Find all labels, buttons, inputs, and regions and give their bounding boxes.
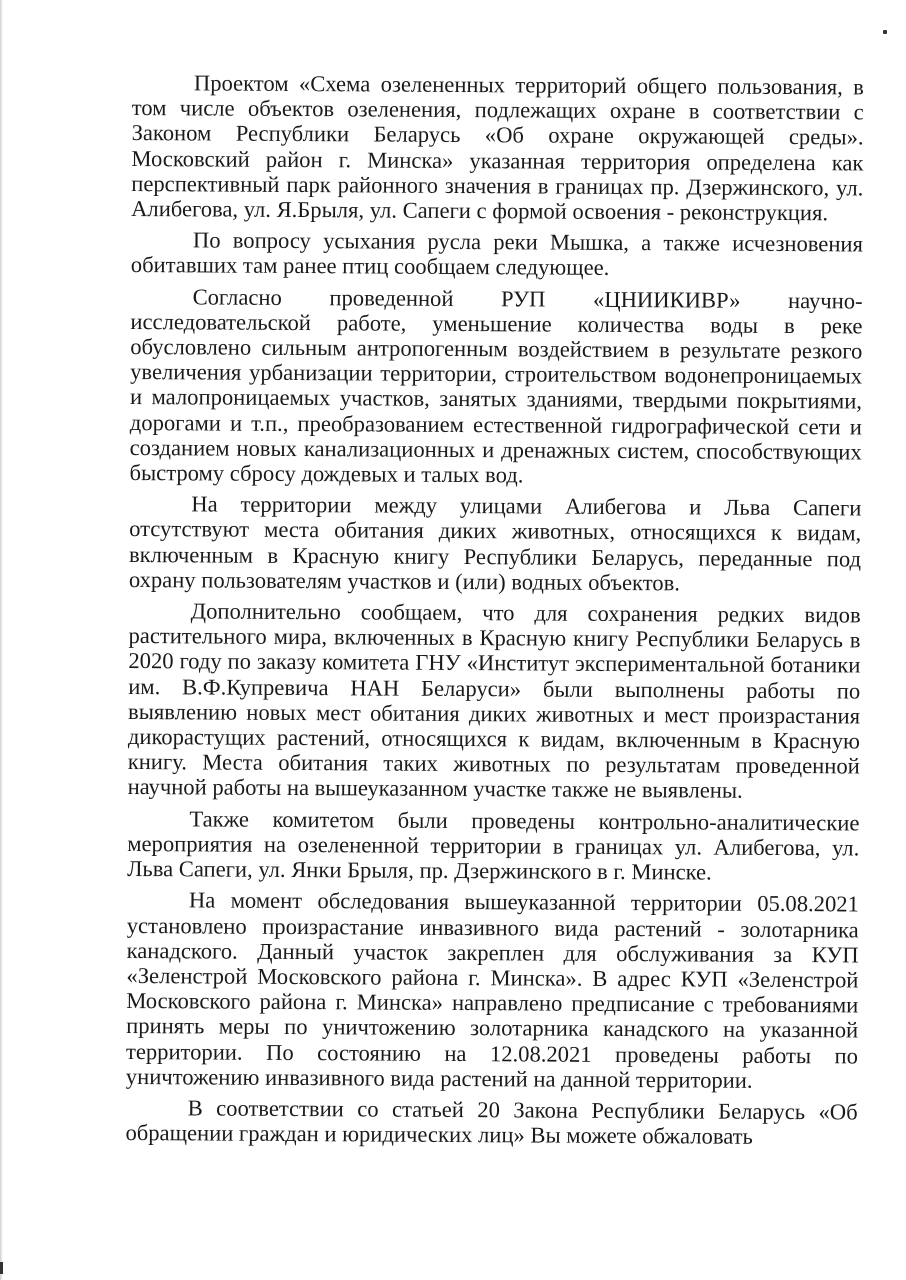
paragraph-red-book-survey: Дополнительно сообщаем, что для сохранения редких видов растительного мира, включенных в Красную книгу Республики Беларусь в 2020 году по заказу комитета ГНУ «Институт экспериментальной ботаники им. В.Ф.Купревича НАН Беларуси» были выполнены работы по выявлению новых мест обитания диких животных и мест произрастания дикорастущих растений, относящихся к видам, включенным в Красную книгу. Места обитания таких животных по результатам проведенной научной работы на вышеуказанном участке также не выявлены. <box>127 598 861 804</box>
document-body <box>125 70 864 1156</box>
paragraph-appeal-rights: В соответствии со статьей 20 Закона Республики Беларусь «Об обращении граждан и юридических лиц» Вы можете обжаловать <box>125 1095 858 1149</box>
scan-speck <box>883 30 887 34</box>
paragraph-inspection: Также комитетом были проведены контрольно-аналитические мероприятия на озелененной территории в границах ул. Алибегова, ул. Льва Сапеги, ул. Янки Брыля, пр. Дзержинского в г. Минске. <box>127 806 860 885</box>
paragraph-wildlife-habitats: На территории между улицами Алибегова и Льва Сапеги отсутствуют места обитания диких животных, относящихся к видам, включенным в Красную книгу Республики Беларусь, переданные под охрану пользователям участков и (или) водных объектов. <box>128 491 862 596</box>
paragraph-park-project: Проектом «Схема озелененных территорий общего пользования, в том числе объектов озеленения, подлежащих охране в соответствии с Законом Республики Беларусь «Об охране окружающей среды». Московский район г. Минска» указанная территория определена как перспективный парк районного значения в границах пр. Дзержинского, ул. Алибегова, ул. Я.Брыля, ул. Сапеги с формой освоения - реконструкция. <box>131 70 864 226</box>
paragraph-research-findings: Согласно проведенной РУП «ЦНИИКИВР» научно-исследовательской работе, уменьшение количества воды в реке обусловлено сильным антропогенным воздействием в результате резкого увеличения урбанизации территории, строительством водонепроницаемых и малопроницаемых участков, занятых зданиями, твердыми покрытиями, дорогами и т.п., преобразованием естественной гидрографической сети и созданием новых канализационных и дренажных систем, способствующих быстрому сбросу дождевых и талых вод. <box>129 283 863 488</box>
paragraph-river-question: По вопросу усыхания русла реки Мышка, а также исчезновения обитавших там ранее птиц сообщаем следующее. <box>130 227 864 281</box>
scan-mark <box>0 1262 3 1274</box>
paragraph-invasive-species: На момент обследования вышеуказанной территории 05.08.2021 установлено произрастание инвазивного вида растений - золотарника канадского. Данный участок закреплен для обслуживания за КУП «Зеленстрой Московского района г. Минска». В адрес КУП «Зеленстрой Московского района г. Минска» направлено предписание с требованиями принять меры по уничтожению золотарника канадского на указанной территории. По состоянию на 12.08.2021 проведены работы по уничтожению инвазивного вида растений на данной территории. <box>125 887 859 1093</box>
scan-edge-shadow <box>0 0 3 1280</box>
